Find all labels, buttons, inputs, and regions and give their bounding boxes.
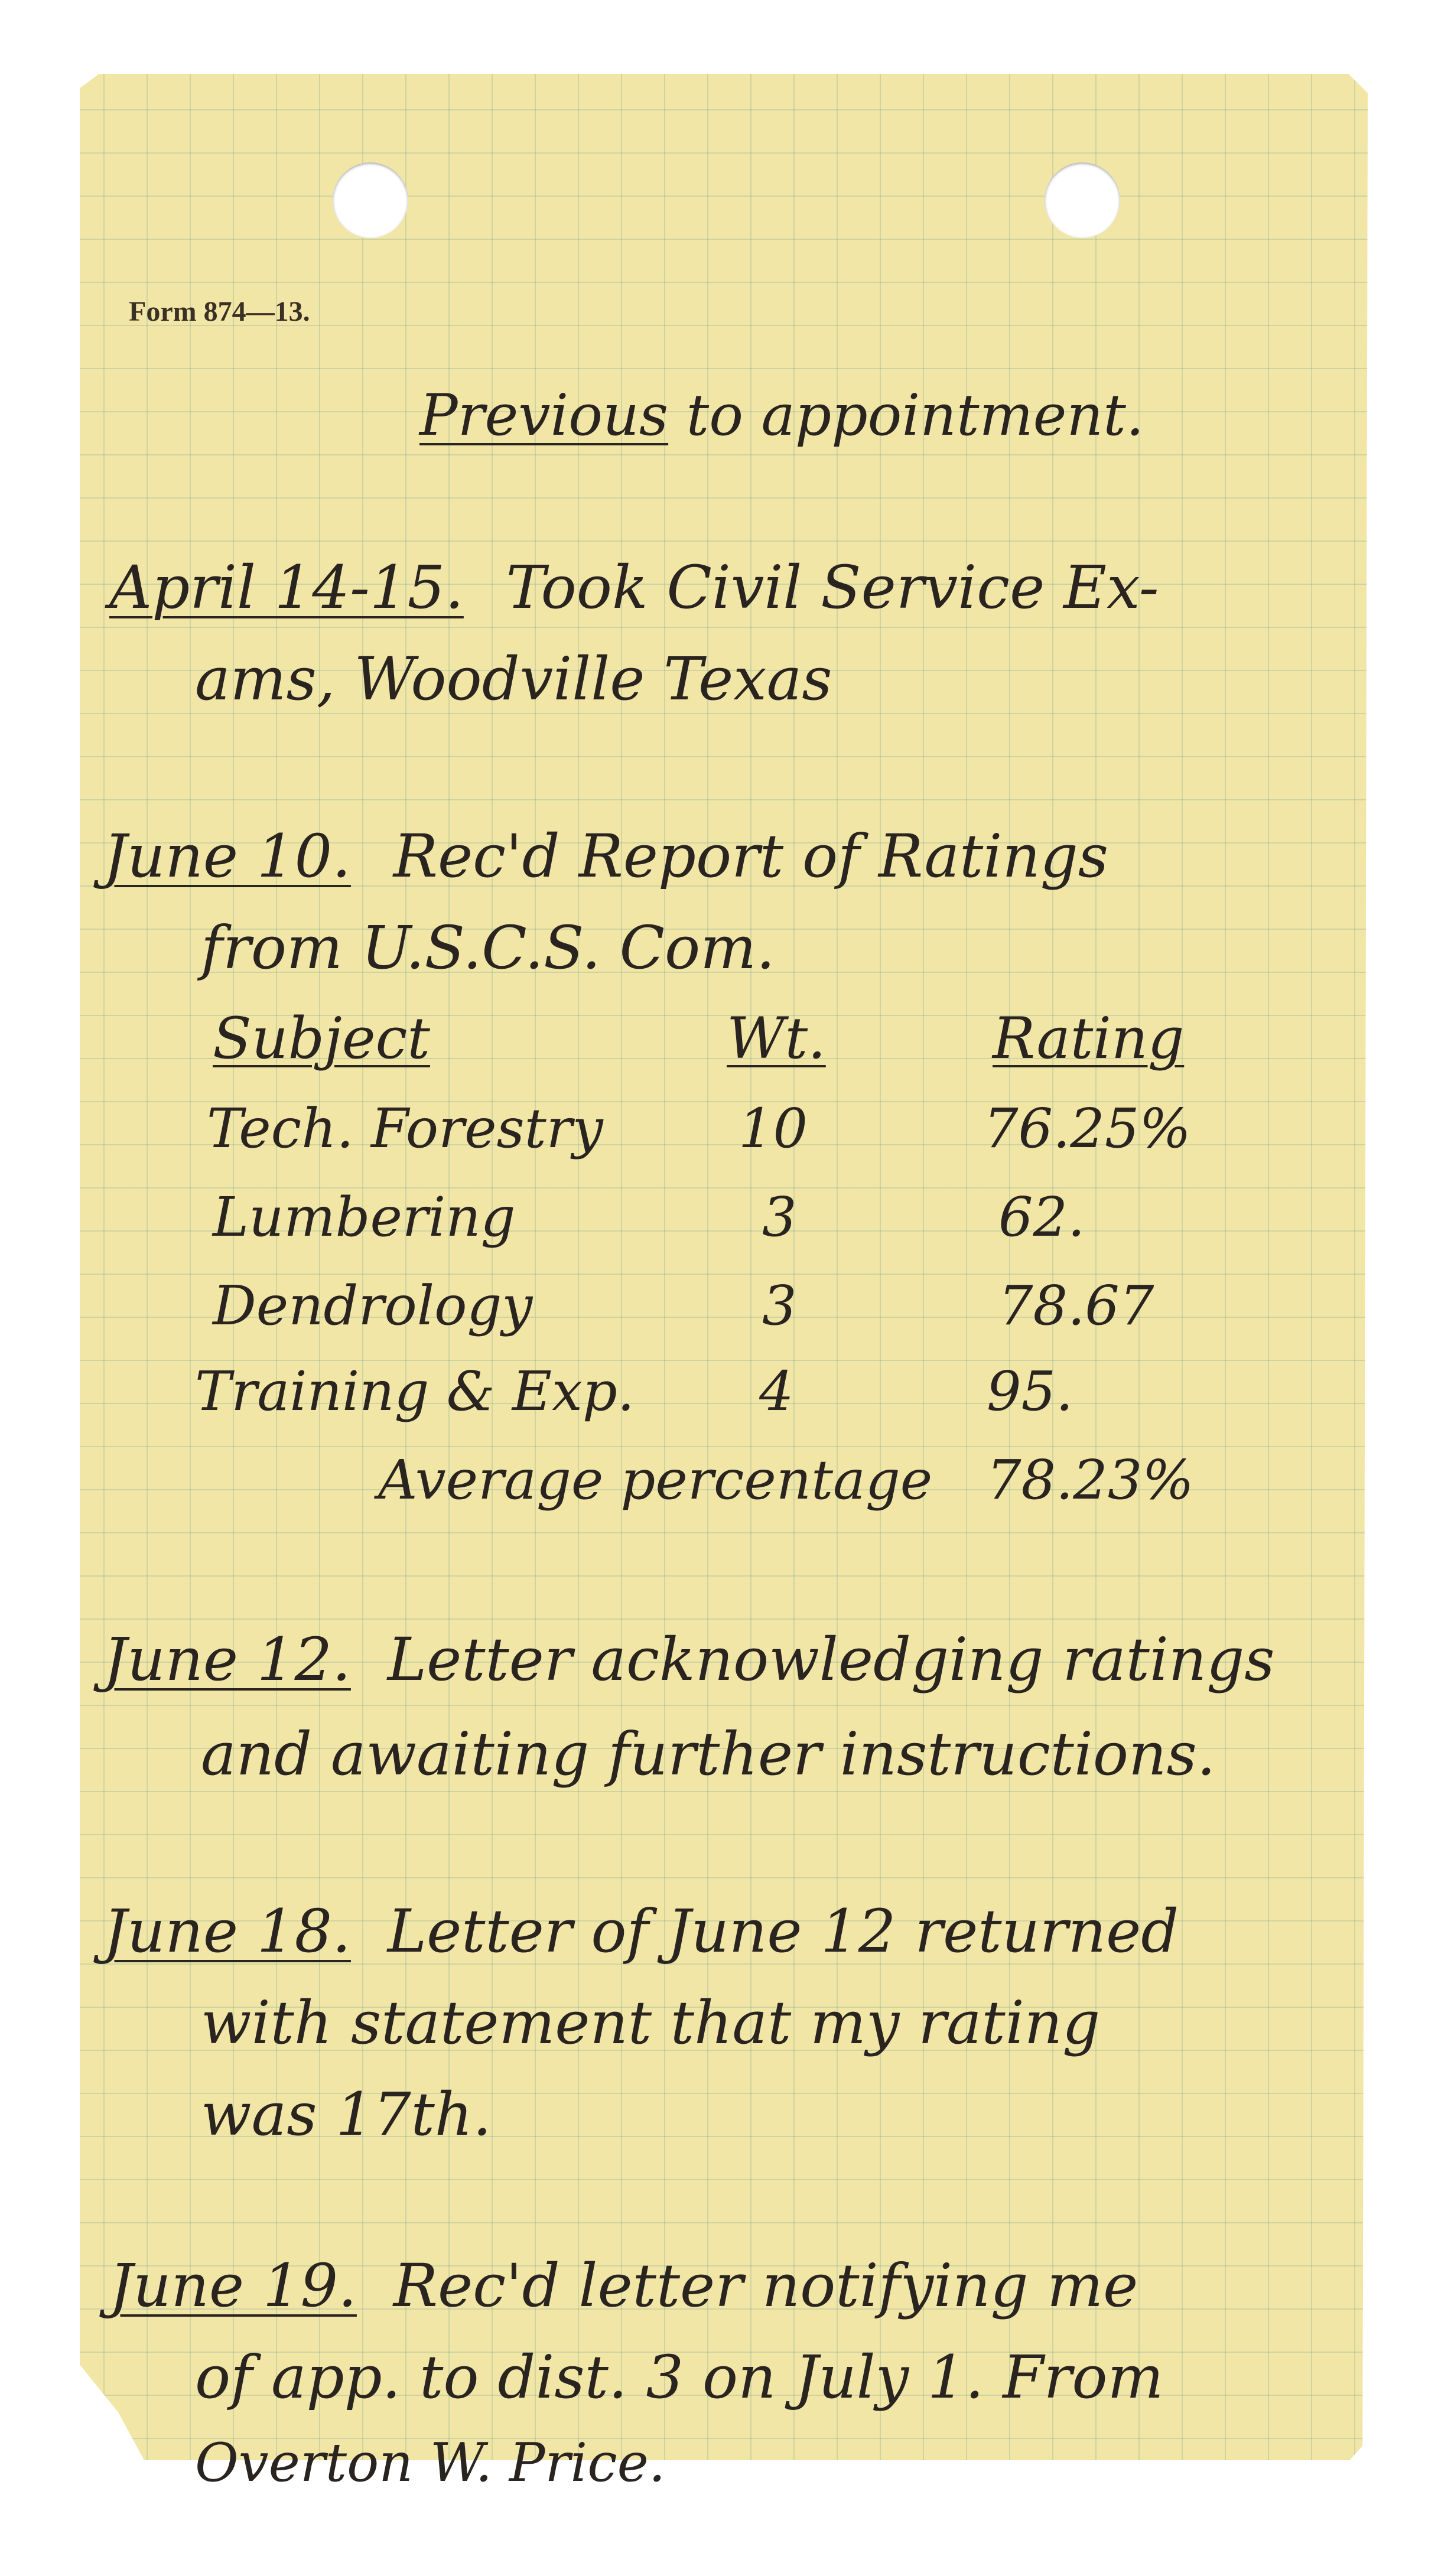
ratings-row-weight: 3 — [762, 1186, 797, 1249]
entry-text: Rec'd Report of Ratings — [393, 822, 1109, 891]
title-underlined-word: Previous — [419, 382, 669, 448]
entry-date: April 14-15. — [109, 553, 464, 622]
form-number: Form 874—13. — [129, 296, 310, 327]
entry-june18-line3: was 17th. — [201, 2080, 492, 2149]
entry-date: June 19. — [109, 2251, 357, 2320]
ratings-header-weight: Wt. — [727, 1005, 826, 1072]
punch-hole-right — [1045, 162, 1120, 238]
ratings-row-subject: Dendrology — [213, 1274, 533, 1337]
entry-june10-line2: from U.S.C.S. Com. — [201, 913, 775, 982]
title-rest: to appointment. — [686, 382, 1144, 448]
entry-date: June 18. — [103, 1897, 351, 1966]
entry-text: Letter acknowledging ratings — [387, 1625, 1275, 1694]
ratings-row-weight: 10 — [738, 1097, 808, 1160]
entry-june12-line2: and awaiting further instructions. — [201, 1719, 1216, 1789]
ratings-header-rating: Rating — [993, 1005, 1185, 1072]
punch-hole-left — [333, 162, 408, 238]
ratings-average-label: Average percentage — [378, 1448, 933, 1512]
ratings-row-weight: 4 — [759, 1360, 794, 1423]
ratings-row-rating: 95. — [987, 1360, 1073, 1423]
ratings-row-rating: 62. — [998, 1186, 1085, 1249]
entry-text: Took Civil Service Ex- — [506, 553, 1159, 622]
entry-june12-line1 — [103, 1625, 1275, 1694]
entry-june19-line1 — [109, 2251, 1138, 2320]
entry-june19-line3: Overton W. Price. — [195, 2432, 666, 2494]
entry-june18-line1 — [103, 1897, 1179, 1966]
entry-june18-line2: with statement that my rating — [201, 1988, 1101, 2057]
ratings-row-weight: 3 — [762, 1274, 797, 1337]
entry-june10-line1 — [103, 822, 1109, 891]
entry-text: Letter of June 12 returned — [387, 1897, 1179, 1966]
ratings-average-value: 78.23% — [987, 1448, 1194, 1512]
ratings-header-subject: Subject — [213, 1005, 430, 1072]
ratings-row-subject: Tech. Forestry — [207, 1097, 603, 1160]
entry-text: Rec'd letter notifying me — [393, 2251, 1138, 2320]
ratings-row-rating: 76.25% — [984, 1097, 1191, 1160]
entry-april-line1 — [109, 553, 1159, 622]
page-title — [419, 382, 1144, 448]
ratings-row-subject: Training & Exp. — [195, 1360, 635, 1423]
ratings-row-subject: Lumbering — [213, 1186, 516, 1249]
entry-april-line2: ams, Woodville Texas — [195, 644, 832, 714]
ratings-row-rating: 78.67 — [998, 1274, 1154, 1337]
entry-date: June 12. — [103, 1625, 351, 1694]
entry-june19-line2: of app. to dist. 3 on July 1. From — [195, 2343, 1164, 2412]
entry-date: June 10. — [103, 822, 351, 891]
